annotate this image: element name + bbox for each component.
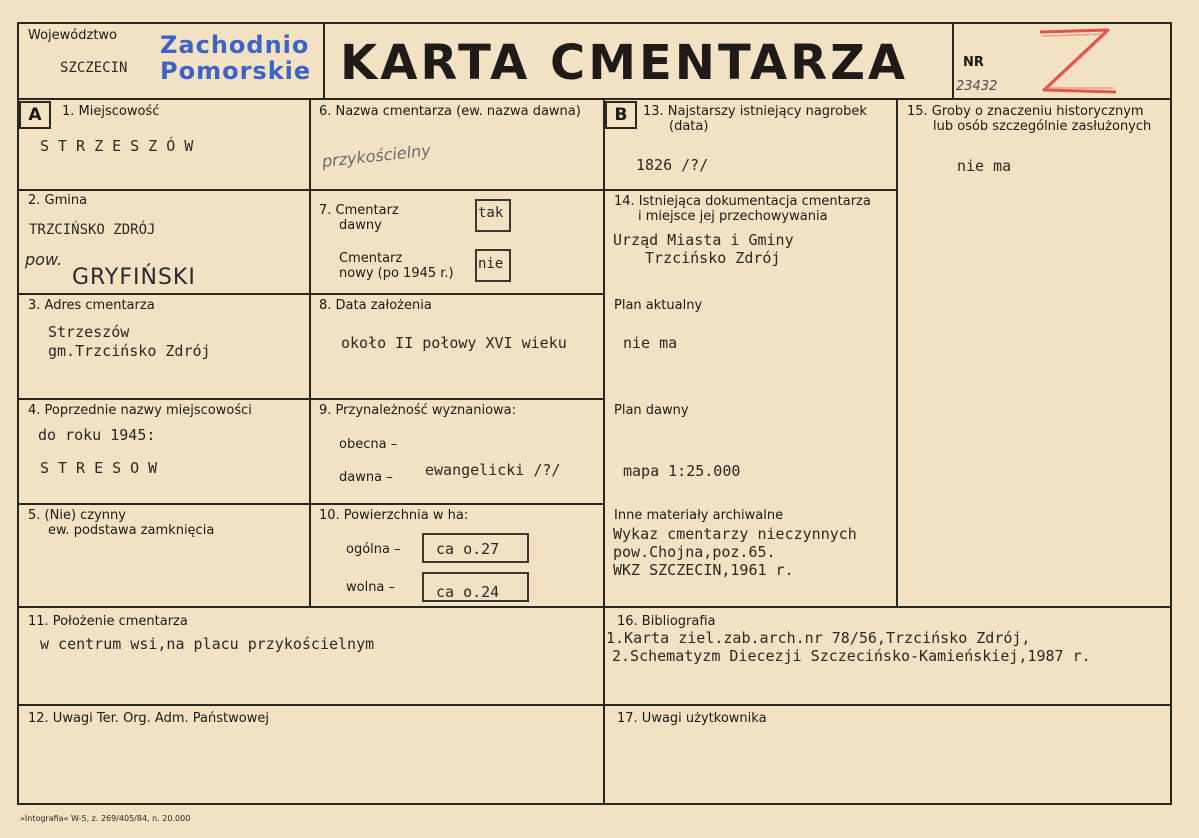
frame-bottom bbox=[17, 803, 1172, 805]
field-10-label: 10. Powierzchnia w ha: bbox=[319, 508, 469, 523]
col-divider-3 bbox=[896, 98, 898, 607]
field-2-pow-value: GRYFIŃSKI bbox=[72, 265, 196, 290]
wojewodztwo-value: SZCZECIN bbox=[60, 60, 128, 76]
region-stamp bbox=[160, 32, 311, 84]
field-9-obecna-label: obecna – bbox=[339, 437, 398, 452]
field-16-line1: 1.Karta ziel.zab.arch.nr 78/56,Trzcińsko Zdrój, bbox=[606, 629, 1031, 647]
field-11-value: w centrum wsi,na placu przykościelnym bbox=[40, 635, 375, 653]
field-5-sublabel: ew. podstawa zamknięcia bbox=[48, 523, 215, 538]
field-14-value-line1: Urząd Miasta i Gminy bbox=[613, 231, 794, 249]
plan-dawny-value: mapa 1:25.000 bbox=[623, 462, 741, 480]
field-8-label: 8. Data założenia bbox=[319, 298, 432, 313]
field-13-label-line2: (data) bbox=[669, 119, 709, 134]
row-line-3 bbox=[17, 398, 310, 400]
wojewodztwo-label: Województwo bbox=[28, 28, 118, 43]
row-line-b-1 bbox=[604, 189, 897, 191]
inne-materialy-line3: WKZ SZCZECIN,1961 r. bbox=[613, 561, 794, 579]
row-line-mid-1 bbox=[310, 189, 604, 191]
field-12-label: 12. Uwagi Ter. Org. Adm. Państwowej bbox=[28, 711, 269, 726]
frame-right bbox=[1170, 22, 1172, 805]
row-line-lower-1 bbox=[17, 606, 1172, 608]
section-b-marker: B bbox=[605, 101, 637, 129]
field-16-label: 16. Bibliografia bbox=[617, 614, 716, 629]
frame-top bbox=[17, 22, 1172, 24]
field-13-value: 1826 /?/ bbox=[636, 156, 709, 174]
header-divider-1 bbox=[323, 22, 325, 100]
field-9-dawna-value: ewangelicki /?/ bbox=[425, 461, 561, 479]
field-15-label-line2: lub osób szczególnie zasłużonych bbox=[933, 119, 1152, 134]
card-title: KARTA CMENTARZA bbox=[340, 35, 909, 91]
row-line-lower-2 bbox=[17, 704, 1172, 706]
field-4-value-line2: STRESOW bbox=[40, 459, 167, 477]
field-1-label: 1. Miejscowość bbox=[62, 104, 160, 119]
field-7-label-dawny-2: dawny bbox=[339, 218, 382, 233]
inne-materialy-line2: pow.Chojna,poz.65. bbox=[613, 543, 776, 561]
field-17-label: 17. Uwagi użytkownika bbox=[617, 711, 767, 726]
row-line-mid-4 bbox=[310, 503, 604, 505]
nr-letter-mark bbox=[1030, 26, 1120, 98]
stamp-line-2: Pomorskie bbox=[160, 57, 312, 85]
field-15-value: nie ma bbox=[957, 157, 1012, 175]
field-14-label-line2: i miejsce jej przechowywania bbox=[638, 209, 828, 224]
field-10-wolna-label: wolna – bbox=[346, 580, 396, 595]
section-a-marker: A bbox=[19, 101, 51, 129]
row-line-2 bbox=[17, 293, 310, 295]
field-9-label: 9. Przynależność wyznaniowa: bbox=[319, 403, 517, 418]
col-divider-2 bbox=[603, 98, 605, 805]
header-divider-2 bbox=[952, 22, 954, 100]
inne-materialy-label: Inne materiały archiwalne bbox=[614, 508, 784, 523]
field-7-label-dawny-1: 7. Cmentarz bbox=[319, 203, 399, 218]
plan-dawny-label: Plan dawny bbox=[614, 403, 689, 418]
nr-label: NR bbox=[963, 55, 984, 70]
field-4-value-line1: do roku 1945: bbox=[38, 426, 156, 444]
row-line-4 bbox=[17, 503, 310, 505]
field-2-label: 2. Gmina bbox=[28, 193, 88, 208]
red-z-icon bbox=[1030, 26, 1120, 98]
field-6-value: przykościelny bbox=[321, 140, 432, 171]
plan-aktualny-label: Plan aktualny bbox=[614, 298, 703, 313]
field-7-nowy-value: nie bbox=[478, 256, 504, 272]
row-line-mid-2 bbox=[310, 293, 604, 295]
field-7-label-nowy-1: Cmentarz bbox=[339, 251, 403, 266]
print-footer: »Intografia« W-5, z. 269/405/84, n. 20.000 bbox=[20, 814, 191, 823]
field-2-value: TRZCIŃSKO ZDRÓJ bbox=[29, 222, 156, 238]
field-13-label-line1: 13. Najstarszy istniejący nagrobek bbox=[643, 104, 867, 119]
field-3-value-line1: Strzeszów bbox=[48, 323, 130, 341]
field-10-ogolna-value: ca o.27 bbox=[436, 540, 500, 558]
field-14-label-line1: 14. Istniejąca dokumentacja cmentarza bbox=[614, 194, 871, 209]
frame-left bbox=[17, 22, 19, 805]
row-line-1 bbox=[17, 189, 310, 191]
field-7-label-nowy-2: nowy (po 1945 r.) bbox=[339, 266, 454, 281]
field-2-pow-prefix: pow. bbox=[25, 250, 63, 269]
field-9-dawna-label: dawna – bbox=[339, 470, 393, 485]
field-3-label: 3. Adres cmentarza bbox=[28, 298, 155, 313]
field-7-dawny-value: tak bbox=[478, 205, 504, 221]
field-3-value-line2: gm.Trzcińsko Zdrój bbox=[48, 342, 211, 360]
field-10-wolna-value: ca o.24 bbox=[436, 583, 500, 601]
field-10-ogolna-label: ogólna – bbox=[346, 542, 401, 557]
row-line-mid-3 bbox=[310, 398, 604, 400]
field-15-label-line1: 15. Groby o znaczeniu historycznym bbox=[907, 104, 1144, 119]
inne-materialy-line1: Wykaz cmentarzy nieczynnych bbox=[613, 525, 857, 543]
field-14-value-line2: Trzcińsko Zdrój bbox=[645, 249, 781, 267]
plan-aktualny-value: nie ma bbox=[623, 334, 678, 352]
field-1-value: STRZESZÓW bbox=[40, 137, 203, 155]
field-16-line2: 2.Schematyzm Diecezji Szczecińsko-Kamieńskiej,1987 r. bbox=[612, 647, 1091, 665]
field-11-label: 11. Położenie cmentarza bbox=[28, 614, 188, 629]
field-5-label: 5. (Nie) czynny bbox=[28, 508, 126, 523]
stamp-line-1: Zachodnio bbox=[160, 31, 310, 59]
field-4-label: 4. Poprzednie nazwy miejscowości bbox=[28, 403, 252, 418]
col-divider-1 bbox=[309, 98, 311, 607]
header-bottom-line bbox=[17, 98, 1172, 100]
field-6-label: 6. Nazwa cmentarza (ew. nazwa dawna) bbox=[319, 104, 581, 119]
field-8-value: około II połowy XVI wieku bbox=[341, 334, 567, 352]
nr-handwritten: 23432 bbox=[956, 79, 998, 94]
